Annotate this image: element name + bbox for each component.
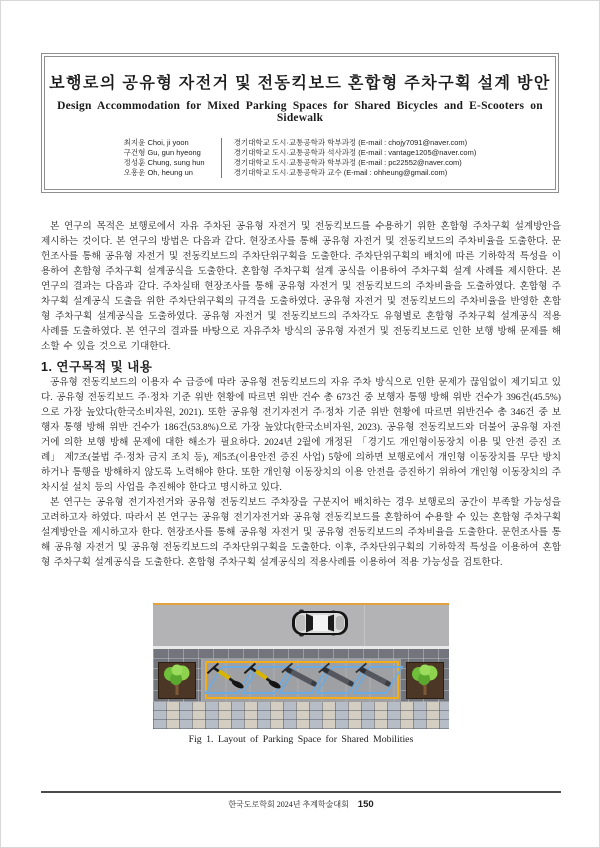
figure-caption: Fig 1. Layout of Parking Space for Shared Mobilities — [188, 734, 414, 745]
page-footer — [1, 799, 600, 810]
parking-space-boundary — [205, 661, 399, 699]
body-paragraph: 본 연구는 공유형 전기자전거와 공유형 전동킥보드 주차장을 구분지어 배치하는 경우 보행로의 공간이 부족할 가능성을 고려하고자 하였다. 따라서 본 연구는 공유형 전기자전거와 공유형 전동킥보드를 혼합하여 수용할 수 있는 혼합형 주차구획 설계방안을 제시하고자 한다. 현장조사를 통해 공유형 자전거 및 공유형 전동킥보드의 주차비율을 도출한다. 문헌조사를 통해 공유형 자전거 및 공유형 전동킥보드의 주차단위구획을 도출한다. 이후, 주차단위구획의 기하학적 특성을 이용하여 혼합형 주차구획 설계공식을 도출한다. 혼합형 주차구획 설계공식의 적용사례를 이용하여 적용 가능성을 검토한다. — [41, 497, 561, 568]
author-block — [45, 138, 555, 178]
conference-name: 한국도로학회 2024년 추계학술대회 — [228, 800, 349, 809]
figure-parking-layout — [153, 603, 449, 729]
tree-planter-left — [158, 662, 196, 699]
tree-planter-right — [406, 662, 444, 699]
lane-marking — [364, 605, 365, 646]
author-name: 정성훈 Chung, sung hun — [123, 158, 205, 167]
sidewalk-pavers — [153, 702, 449, 729]
section-heading: 1. 연구목적 및 내용 — [41, 360, 153, 374]
car-top-view — [291, 608, 349, 638]
section-body — [41, 375, 561, 570]
author-affiliation-column — [222, 138, 477, 178]
road — [153, 605, 449, 646]
curb-bricks — [153, 649, 449, 659]
author-affiliation: 경기대학교 도시·교통공학과 석사과정 (E-mail : vantage1205@naver.com) — [233, 148, 477, 157]
author-affiliation: 경기대학교 도시·교통공학과 학부과정 (E-mail : pc22552@naver.com) — [233, 158, 462, 167]
title-box-inner — [44, 56, 556, 190]
paper-title-korean: 보행로의 공유형 자전거 및 전동킥보드 혼합형 주차구획 설계 방안 — [49, 75, 551, 92]
tree-icon — [410, 664, 440, 697]
author-affiliation: 경기대학교 도시·교통공학과 교수 (E-mail : ohheung@gmail.com) — [233, 168, 448, 177]
parking-strip — [153, 659, 449, 702]
title-box — [41, 53, 559, 193]
footer-rule — [41, 791, 561, 793]
author-name: 오흥운 Oh, heung un — [123, 168, 193, 177]
abstract — [41, 219, 561, 354]
author-name: 구건형 Gu, gun hyeong — [123, 148, 201, 157]
abstract-text: 본 연구의 목적은 보행로에서 자유 주차된 공유형 자전거 및 전동킥보드를 수용하기 위한 혼합형 주차구획 설계방안을 제시하는 것이다. 본 연구의 방법은 다음과 같다. 현장조사를 통해 공유형 자전거 및 전동킥보드의 주차비율을 도출한다. 문헌조사를 통해 공유형 자전거 및 전동킥보드의 주차단위구획을 도출한다. 주차단위구획의 배치에 따른 기하학적 특성을 이용하여 혼합형 주차구획 설계공식을 도출한다. 혼합형 주차구획 설계 공식을 이용하여 주차구획 설계 사례를 제시한다. 본 연구의 결과는 다음과 같다. 주차실태 현장조사를 통해 공유형 자전거 및 전동킥보드의 주차비율을 도출하였다. 혼합형 주차구획 설계공식 도출을 위한 주차단위구획의 규격을 도출하였다. 공유형 자전거 및 전동킥보드의 주차비율을 반영한 혼합형 주차구획 설계공식을 도출하였다. 공유형 자전거 및 전동킥보드의 주차각도 유형별로 혼합형 주차구획 설계공식 적용 사례를 도출하였다. 본 연구의 결과를 바탕으로 자유주차 방식의 공유형 자전거 및 전동킥보드로 인한 보행 방해 문제를 해소할 수 있을 것으로 기대한다. — [41, 221, 561, 352]
tree-icon — [162, 664, 192, 697]
author-affiliation: 경기대학교 도시·교통공학과 학부과정 (E-mail : chojy7091@naver.com) — [233, 138, 468, 147]
page-number: 150 — [357, 799, 374, 810]
paper-title-english: Design Accommodation for Mixed Parking Spaces for Shared Bicycles and E-Scooters on Sidewalk — [57, 100, 543, 124]
author-name-column — [124, 138, 222, 178]
author-name: 최지윤 Choi, ji yoon — [123, 138, 189, 147]
body-paragraph: 공유형 전동킥보드의 이용자 수 급증에 따라 공유형 전동킥보드의 자유 주차 방식으로 인한 문제가 끊임없이 제기되고 있다. 공유형 전동킥보드 주·정차 기준 위반 현황에 따르면 위반 건수 총 673건 중 보행자 통행 방해 위반 건수가 396건(45.5%)으로 가장 높았다(한국소비자원, 2021). 또한 공유형 전기자전거 주·정차 기준 위반 현황에 따르면 위반건수 총 346건 중 보행자 통행 방해 위반 건수가 186건(53.8%)으로 가장 높았다(한국소비자원, 2023). 공유형 전동킥보드와 더불어 공유형 자전거에 의한 보행 방해 문제에 대한 해소가 필요하다. 2024년 2월에 개정된 「경기도 개인형이동장치 이용 및 안전 증진 조례」 제7조(불법 주·정차 금지 조치 등), 제5조(이용안전 증진 사업) 5항에 의하면 보행로에서 개인형 이동장치를 무단 방치하거나 통행을 방해하지 않도록 노력해야 한다. 또한 개인형 이동장치의 이용 안전을 증진하기 위하여 개인형 이동장치의 주차시설 설치 등의 사업을 추진해야 한다고 명시하고 있다. — [41, 377, 561, 493]
